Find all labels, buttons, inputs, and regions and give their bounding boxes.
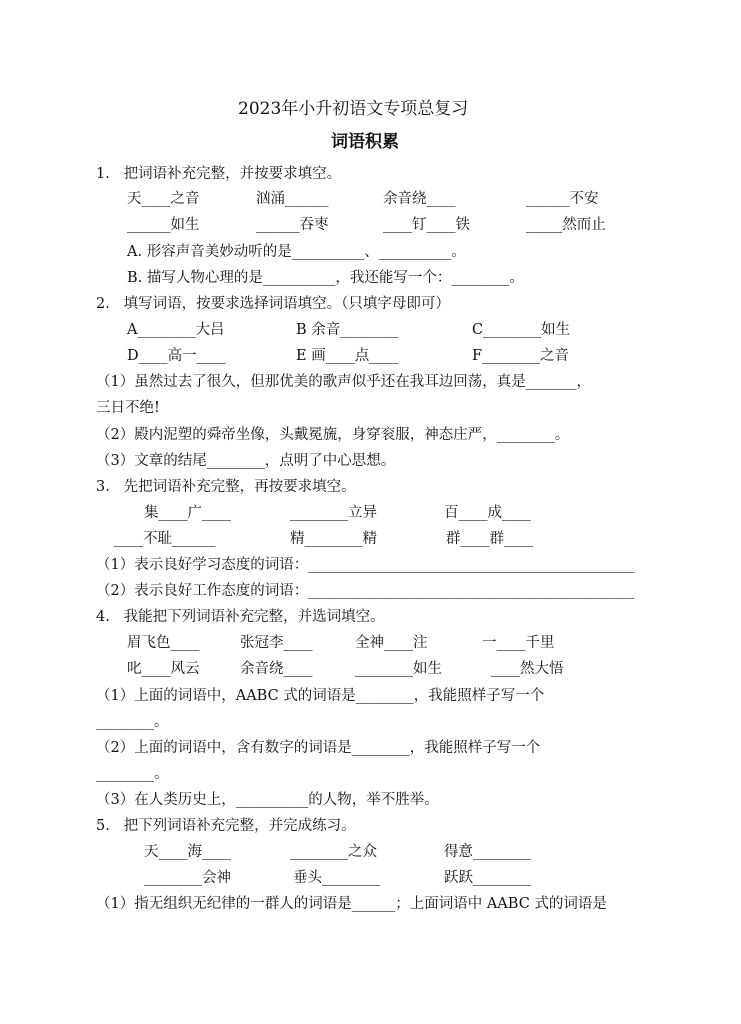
q4-word: 全神____注 (355, 635, 428, 651)
q5-sentence-1: （1）指无组织无纪律的一群人的词语是______；上面词语中 AABC 式的词语是 (96, 896, 607, 912)
q1-word: 天____之音 (127, 191, 200, 207)
q5-word: 天____海____ (144, 844, 231, 860)
q2-sentence-2: （2）殿内泥塑的舜帝坐像，头戴冕旒，身穿衮服，神态庄严，________。 (96, 427, 570, 443)
q2-option: B 余音________ (296, 322, 399, 338)
q1-word: 余音绕____ (383, 191, 456, 207)
q4-word: 一____千里 (482, 635, 555, 651)
q4-word: 叱____风云 (127, 661, 200, 677)
q1-word: ______吞枣 (256, 217, 329, 233)
q1-word: ______不安 (526, 191, 599, 207)
q2-sentence-3: （3）文章的结尾________，点明了中心思想。 (96, 453, 396, 469)
q2-option: D____高一____ (127, 348, 226, 364)
q3-sentence-1: （1）表示良好学习态度的词语：_____________________________________________ (96, 557, 635, 573)
q4-word: ________如生 (355, 661, 442, 677)
q4-sentence-1-cont: ________。 (96, 714, 169, 730)
q5-word: 跃跃________ (444, 870, 531, 886)
q4-word: ____然大悟 (491, 661, 564, 677)
document-subtitle: 词语积累 (331, 132, 399, 152)
q2-option: A________大吕 (127, 322, 225, 338)
q3-word: 百____成____ (444, 505, 531, 521)
q2-option: C________如生 (472, 322, 571, 338)
q2-option: E 画____点____ (296, 348, 399, 364)
q2-stem: 2. 填写词语，按要求选择词语填空。（只填字母即可） (96, 296, 450, 312)
q4-stem: 4. 我能把下列词语补充完整，并选词填空。 (96, 609, 385, 625)
q4-sentence-1: （1）上面的词语中，AABC 式的词语是________，我能照样子写一个 (96, 688, 545, 704)
q3-word: 群____群____ (446, 531, 533, 547)
q3-word: 集____广____ (144, 505, 231, 521)
q4-word: 张冠李____ (240, 635, 313, 651)
q5-word: 垂头________ (293, 870, 380, 886)
q4-sentence-2: （2）上面的词语中，含有数字的词语是________，我能照样子写一个 (96, 740, 541, 756)
q4-sentence-3: （3）在人类历史上，__________的人物，举不胜举。 (96, 792, 439, 808)
q4-word: 余音绕____ (240, 661, 313, 677)
q4-sentence-2-cont: ________。 (96, 766, 169, 782)
q1-word: 汹涌______ (256, 191, 329, 207)
q5-word: 得意________ (444, 844, 531, 860)
q1-part-a: A. 形容声音美妙动听的是__________、__________。 (127, 244, 466, 260)
q5-stem: 5. 把下列词语补充完整，并完成练习。 (96, 818, 356, 834)
q1-word: _____然而止 (526, 217, 606, 233)
q2-sentence-1: （1）虽然过去了很久，但那优美的歌声似乎还在我耳边回荡，真是_______， (96, 374, 591, 390)
q2-option: F________之音 (472, 348, 570, 364)
q1-word: ____钉____铁 (383, 217, 470, 233)
q3-word: 精________精 (290, 531, 377, 547)
q1-stem: 1. 把词语补充完整，并按要求填空。 (96, 166, 342, 182)
q5-word: ________之众 (290, 844, 377, 860)
q2-sentence-1-cont: 三日不绝! (96, 400, 160, 416)
q3-sentence-2: （2）表示良好工作态度的词语：_____________________________________________ (96, 583, 635, 599)
q1-part-b: B. 描写人物心理的是__________，我还能写一个：________。 (127, 270, 524, 286)
q3-stem: 3. 先把词语补充完整，再按要求填空。 (96, 479, 356, 495)
q3-word: ____不耻______ (114, 531, 216, 547)
q3-word: ________立异 (290, 505, 377, 521)
q5-word: ________会神 (144, 870, 231, 886)
q1-word: ______如生 (127, 217, 200, 233)
q4-word: 眉飞色____ (127, 635, 200, 651)
document-title: 2023年小升初语文专项总复习 (238, 99, 469, 119)
